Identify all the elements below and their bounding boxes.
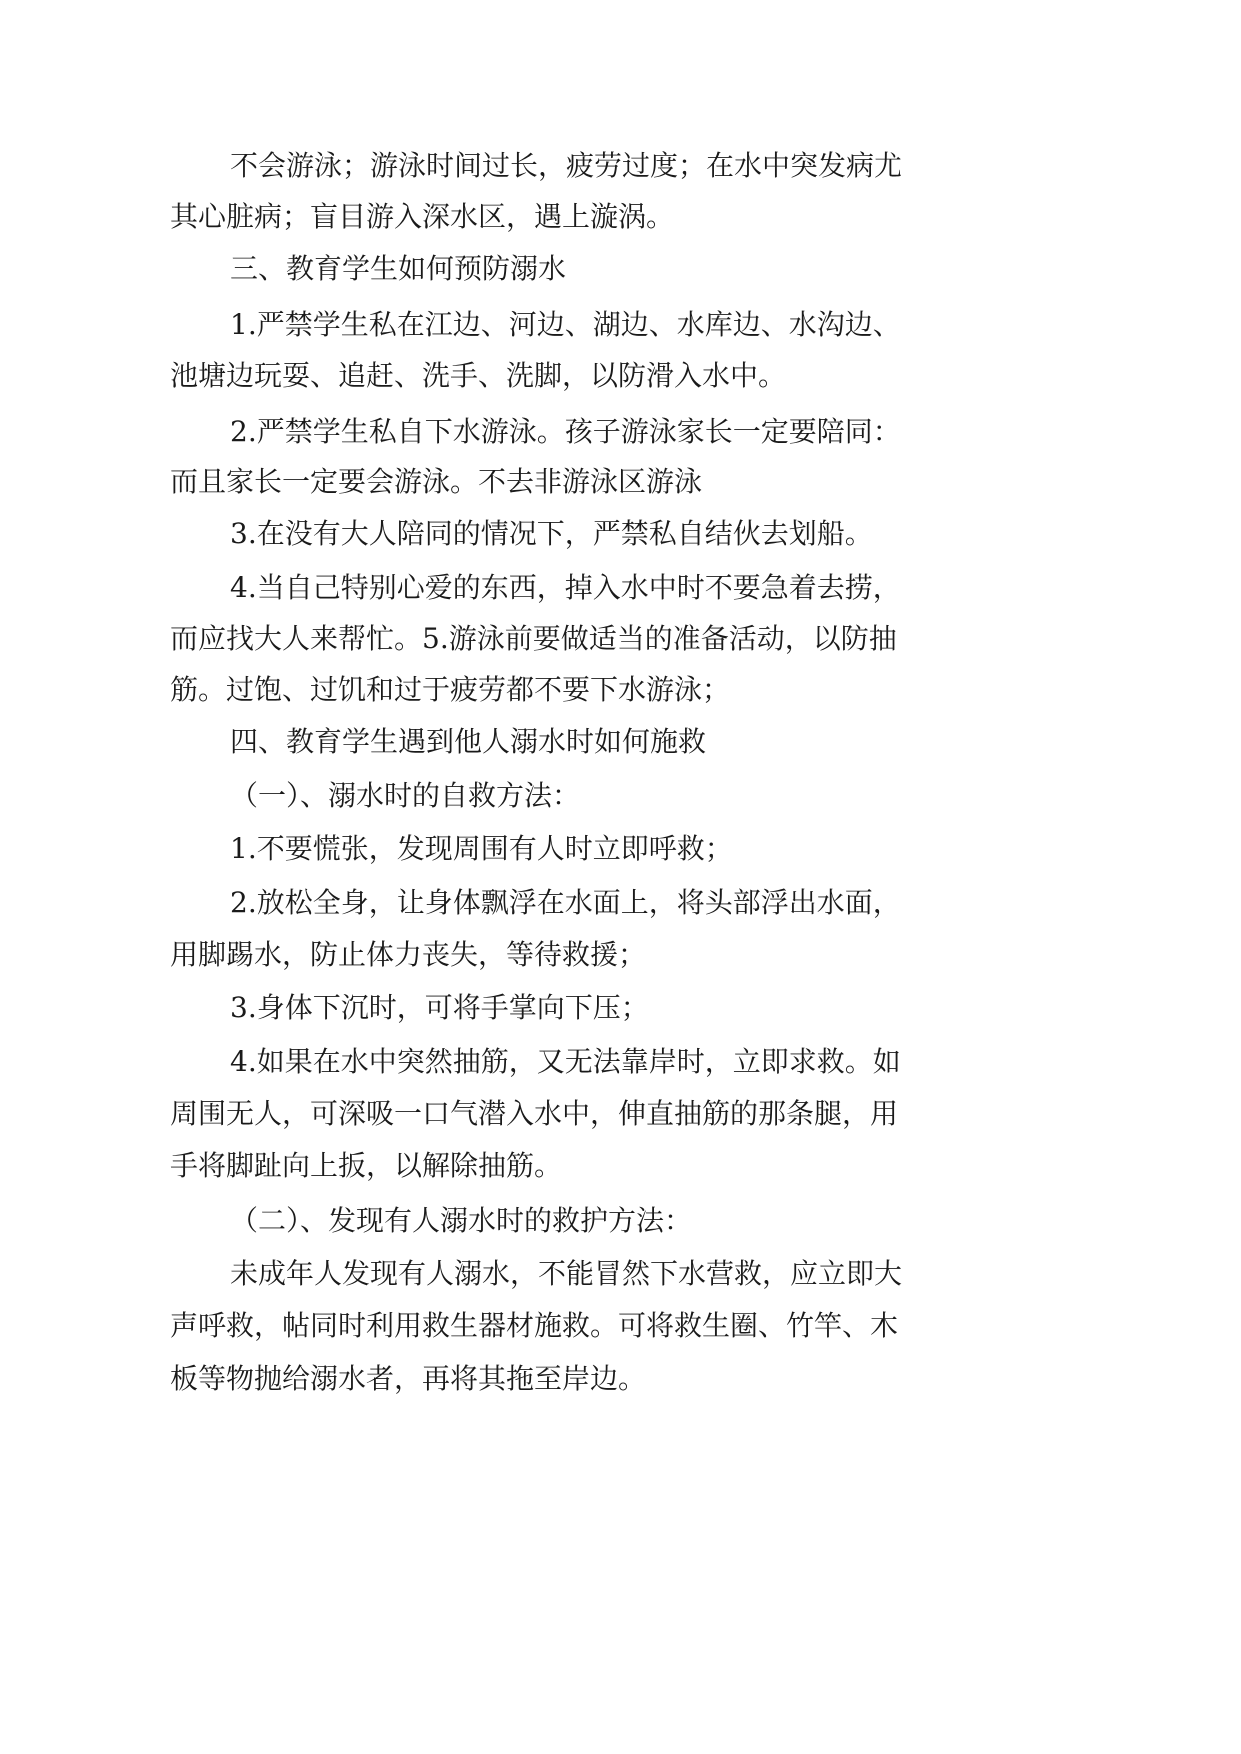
text-line: 不会游泳；游泳时间过长，疲劳过度；在水中突发病尤 (230, 149, 903, 182)
text-line: 板等物抛给溺水者，再将其拖至岸边。 (170, 1362, 647, 1395)
subsection-heading: （一）、溺水时的自救方法： (230, 779, 581, 812)
text-line: 1.不要慌张，发现周围有人时立即呼救； (230, 832, 733, 865)
text-line: 手将脚趾向上扳，以解除抽筋。 (170, 1149, 563, 1182)
text-line: 池塘边玩耍、追赶、洗手、洗脚，以防滑入水中。 (170, 359, 787, 392)
text-line: 1.严禁学生私在江边、河边、湖边、水库边、水沟边、 (230, 308, 901, 341)
text-line: 2.放松全身，让身体飘浮在水面上，将头部浮出水面， (230, 886, 901, 919)
text-line: 筋。过饱、过饥和过于疲劳都不要下水游泳； (170, 673, 731, 706)
text-line: 其心脏病；盲目游入深水区，遇上漩涡。 (170, 200, 675, 233)
subsection-heading: （二）、发现有人溺水时的救护方法： (230, 1204, 693, 1237)
text-line: 3.在没有大人陪同的情况下，严禁私自结伙去划船。 (230, 517, 873, 550)
text-line: 用脚踢水，防止体力丧失，等待救援； (170, 938, 647, 971)
text-line: 未成年人发现有人溺水，不能冒然下水营救，应立即大 (230, 1257, 903, 1290)
text-line: 2.严禁学生私自下水游泳。孩子游泳家长一定要陪同： (230, 415, 901, 448)
text-line: 4.如果在水中突然抽筋，又无法靠岸时，立即求救。如 (230, 1045, 901, 1078)
text-line: 周围无人，可深吸一口气潜入水中，伸直抽筋的那条腿，用 (170, 1097, 899, 1130)
text-line: 而应找大人来帮忙。5.游泳前要做适当的准备活动，以防抽 (170, 622, 897, 655)
text-line: 声呼救，帖同时利用救生器材施救。可将救生圈、竹竿、木 (170, 1309, 899, 1342)
text-line: 3.身体下沉时，可将手掌向下压； (230, 991, 649, 1024)
section-heading: 三、教育学生如何预防溺水 (230, 252, 567, 285)
section-heading: 四、教育学生遇到他人溺水时如何施救 (230, 725, 707, 758)
text-line: 而且家长一定要会游泳。不去非游泳区游泳 (170, 465, 703, 498)
text-line: 4.当自己特别心爱的东西，掉入水中时不要急着去捞， (230, 571, 901, 604)
